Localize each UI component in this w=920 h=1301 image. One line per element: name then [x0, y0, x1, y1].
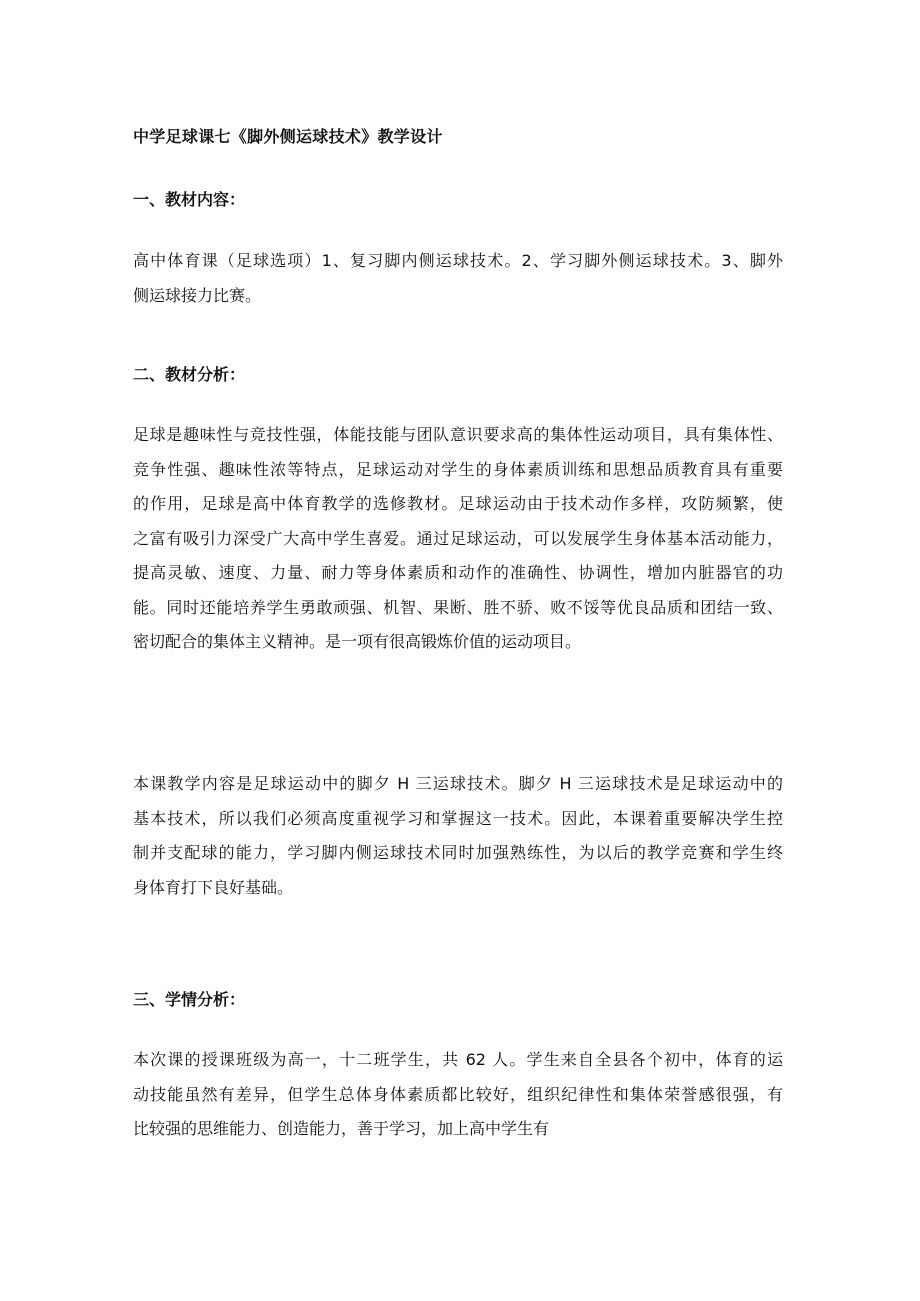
paragraph-learner-analysis	[133, 1043, 783, 1147]
document-title: 中学足球课七《脚外侧运球技术》教学设计	[133, 127, 443, 146]
paragraph-analysis-2	[133, 767, 783, 905]
text-line: 基本技术，所以我们必须高度重视学习和掌握这一技术。因此，本课着重要解决学生控	[133, 808, 783, 828]
paragraph-analysis-1	[133, 418, 783, 660]
text-line: 侧运球接力比赛。	[133, 285, 262, 305]
section-heading-analysis: 二、教材分析：	[133, 365, 246, 384]
text-line: 提高灵敏、速度、力量、耐力等身体素质和动作的准确性、协调性，增加内脏器官的功	[133, 563, 783, 582]
text-line: 制并支配球的能力，学习脚内侧运球技术同时加强熟练性，为以后的教学竞赛和学生终	[133, 843, 783, 862]
text-line: 足球是趣味性与竞技性强，体能技能与团队意识要求高的集体性运动项目，具有集体性、	[133, 425, 783, 444]
text-line: 本课教学内容是足球运动中的脚夕 H 三运球技术。脚夕 H 三运球技术是足球运动中的	[133, 774, 783, 793]
text-line: 能。同时还能培养学生勇敢顽强、机智、果断、胜不骄、败不馁等优良品质和团结一致、	[133, 597, 783, 617]
text-line: 比较强的思维能力、创造能力，善于学习，加上高中学生有	[133, 1119, 550, 1138]
document-page	[133, 0, 783, 1301]
text-line: 本次课的授课班级为高一，十二班学生，共 62 人。学生来自全县各个初中，体育的运	[133, 1050, 783, 1069]
text-line: 竞争性强、趣味性浓等特点，足球运动对学生的身体素质训练和思想品质教育具有重要	[133, 459, 783, 479]
text-line: 密切配合的集体主义精神。是一项有很高锻炼价值的运动项目。	[133, 632, 582, 651]
text-line: 动技能虽然有差异，但学生总体身体素质都比较好，组织纪律性和集体荣誉感很强，有	[133, 1084, 783, 1104]
text-line: 高中体育课（足球选项）1、复习脚内侧运球技术。2、学习脚外侧运球技术。3、脚外	[133, 251, 783, 270]
text-line: 身体育打下良好基础。	[133, 877, 294, 897]
text-line: 之富有吸引力深受广大高中学生喜爱。通过足球运动，可以发展学生身体基本活动能力，	[133, 528, 783, 548]
text-line: 的作用，足球是高中体育教学的选修教材。足球运动由于技术动作多样，攻防频繁，使	[133, 494, 783, 513]
paragraph-content	[133, 244, 783, 313]
section-heading-content: 一、教材内容：	[133, 190, 246, 209]
section-heading-learner-analysis: 三、学情分析：	[133, 990, 246, 1009]
